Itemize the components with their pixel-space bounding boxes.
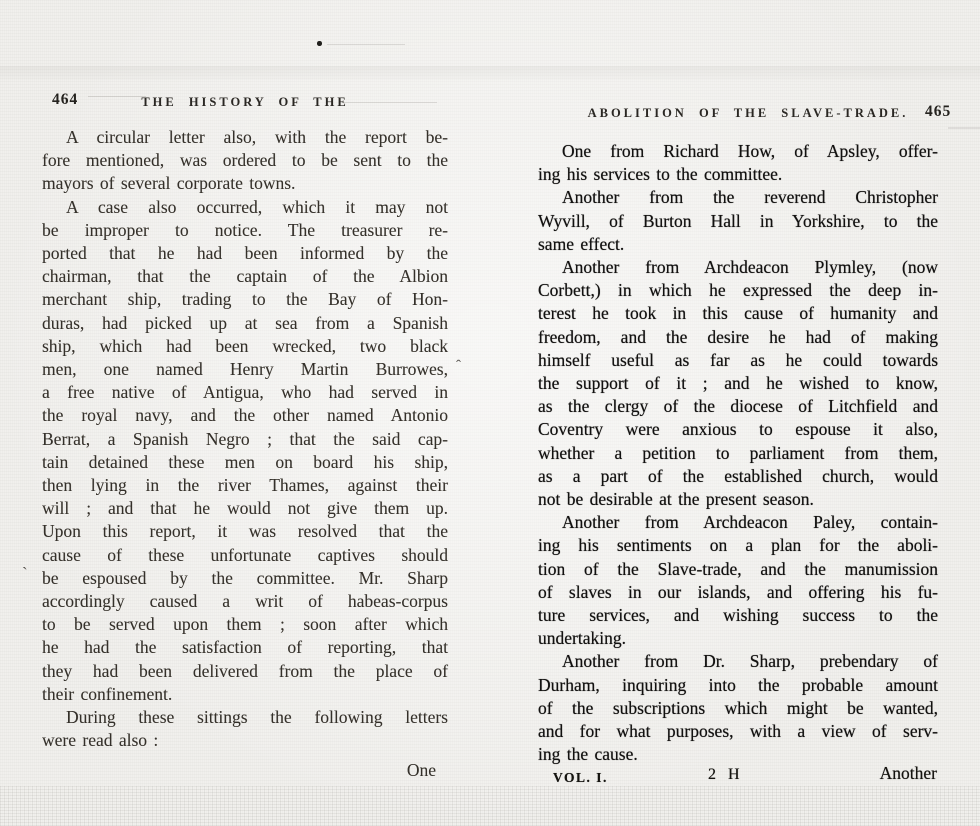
- text-line: to be served upon them ; soon after which: [42, 614, 448, 635]
- left-page-catchword: One: [406, 760, 436, 780]
- text-line: as a part of the established church, would: [538, 465, 938, 486]
- text-line: Durham, inquiring into the probable amount: [538, 674, 938, 695]
- paragraph: [42, 196, 448, 706]
- text-line: be improper to notice. The treasurer re-: [42, 219, 448, 240]
- text-line: ing his services to the committee.: [538, 164, 783, 185]
- text-line: a free native of Antigua, who had served in: [42, 382, 448, 403]
- paragraph: [538, 511, 938, 650]
- text-line: men, one named Henry Martin Burrowes,: [42, 359, 448, 380]
- text-line: A case also occurred, which it may not: [66, 196, 448, 217]
- right-page-catchword: Another: [879, 763, 937, 783]
- text-line: Berrat, a Spanish Negro ; that the said cap-: [42, 428, 448, 449]
- paragraph: [538, 256, 938, 511]
- text-line: mayors of several corporate towns.: [42, 173, 296, 194]
- text-line: Corbett,) in which he expressed the deep in-: [538, 280, 938, 301]
- scan-speck: [317, 41, 322, 46]
- scan-noise-band-bottom: [0, 786, 980, 826]
- text-line: himself useful as far as he could towards: [538, 349, 938, 370]
- text-line: chairman, that the captain of the Albion: [42, 266, 448, 287]
- volume-label: VOL. I.: [553, 770, 608, 785]
- signature-mark: 2 H: [708, 766, 744, 783]
- scan-streak: [327, 44, 405, 45]
- text-line: were read also :: [42, 730, 159, 751]
- text-line: ing his sentiments on a plan for the aboli-: [538, 535, 938, 556]
- text-line: Wyvill, of Burton Hall in Yorkshire, to the: [538, 210, 938, 231]
- text-line: Coventry were anxious to espouse it also,: [538, 419, 938, 440]
- text-line: the royal navy, and the other named Antonio: [42, 405, 448, 426]
- right-page-text: [538, 140, 938, 766]
- margin-tick-mark: `: [22, 564, 28, 583]
- text-line: Another from Archdeacon Paley, contain-: [562, 512, 938, 533]
- text-line: ship, which had been wrecked, two black: [42, 335, 448, 356]
- scan-streak: [948, 127, 980, 129]
- left-page-text: [42, 126, 448, 752]
- paragraph: [538, 186, 938, 256]
- text-line: ing the cause.: [538, 744, 638, 765]
- text-line: undertaking.: [538, 628, 626, 649]
- left-page-number: 464: [52, 91, 79, 108]
- text-line: their confinement.: [42, 683, 173, 704]
- text-line: they had been delivered from the place of: [42, 660, 448, 681]
- text-line: terest he took in this cause of humanity and: [538, 303, 938, 324]
- text-line: ture services, and wishing success to the: [538, 605, 938, 626]
- text-line: Another from the reverend Christopher: [562, 187, 938, 208]
- paragraph: [538, 650, 938, 766]
- right-running-title: ABOLITION OF THE SLAVE-TRADE.: [587, 106, 909, 120]
- text-line: as the clergy of the diocese of Litchfield and: [538, 396, 938, 417]
- text-line: tion of the Slave-trade, and the manumission: [538, 558, 938, 579]
- text-line: of the subscriptions which might be wanted,: [538, 697, 938, 718]
- text-line: of slaves in our islands, and offering his fu-: [538, 581, 938, 602]
- text-line: will ; and that he would not give them up.: [42, 498, 448, 519]
- text-line: freedom, and the desire he had of making: [538, 326, 938, 347]
- gutter-caret-mark: ˆ: [456, 358, 461, 374]
- text-line: be espoused by the committee. Mr. Sharp: [42, 567, 448, 588]
- text-line: merchant ship, trading to the Bay of Hon-: [42, 289, 448, 310]
- paragraph: [42, 126, 448, 196]
- left-running-title: THE HISTORY OF THE: [141, 95, 349, 109]
- text-line: During these sittings the following letters: [66, 707, 448, 728]
- text-line: tain detained these men on board his ship,: [42, 451, 448, 472]
- text-line: same effect.: [538, 233, 625, 254]
- text-line: ported that he had been informed by the: [42, 243, 448, 264]
- text-line: then lying in the river Thames, against their: [42, 475, 448, 496]
- right-page-number: 465: [925, 103, 952, 120]
- text-line: A circular letter also, with the report be-: [66, 127, 448, 147]
- paragraph: [538, 140, 938, 186]
- text-line: accordingly caused a writ of habeas-corpus: [42, 591, 448, 612]
- paragraph: [42, 706, 448, 752]
- text-line: fore mentioned, was ordered to be sent to the: [42, 150, 448, 171]
- text-line: the support of it ; and he wished to know,: [538, 373, 938, 394]
- text-line: Upon this report, it was resolved that the: [42, 521, 448, 542]
- text-line: Another from Dr. Sharp, prebendary of: [562, 651, 938, 672]
- text-line: duras, had picked up at sea from a Spanish: [42, 312, 448, 333]
- text-line: and for what purposes, with a view of serv-: [538, 721, 938, 742]
- text-line: whether a petition to parliament from them,: [538, 442, 938, 463]
- text-line: Another from Archdeacon Plymley, (now: [562, 257, 938, 278]
- text-line: cause of these unfortunate captives should: [42, 544, 448, 565]
- scan-noise-band-top: [0, 66, 980, 80]
- text-line: not be desirable at the present season.: [538, 489, 814, 510]
- text-line: he had the satisfaction of reporting, that: [42, 637, 448, 658]
- text-line: One from Richard How, of Apsley, offer-: [562, 141, 938, 161]
